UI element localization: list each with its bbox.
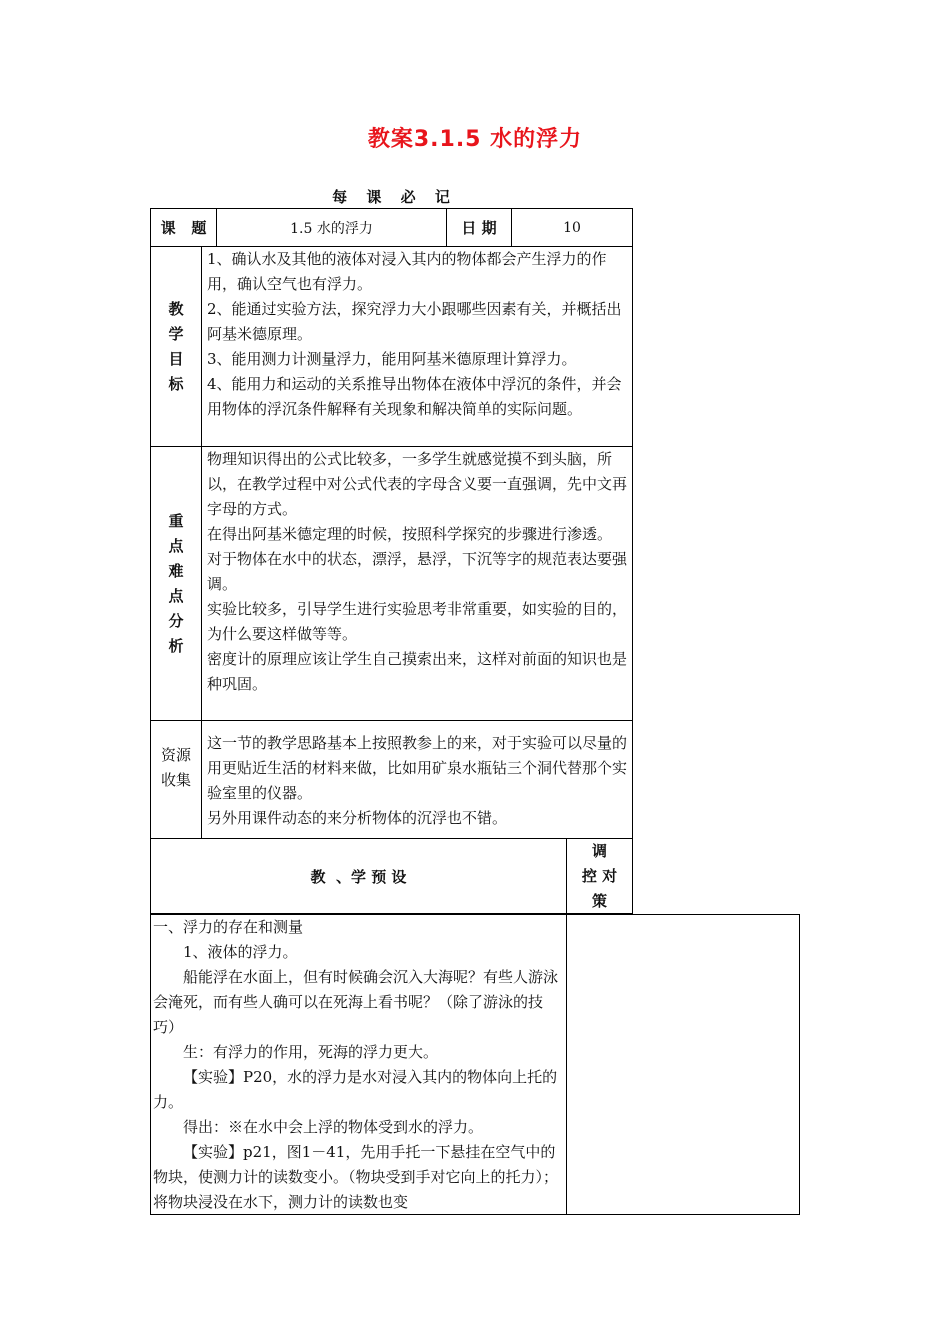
resource-item: 另外用课件动态的来分析物体的沉浮也不错。: [207, 809, 508, 827]
label-line: 资源: [160, 746, 191, 764]
col-divider: [201, 246, 202, 838]
label-char: 分: [168, 611, 184, 630]
resources-text: [207, 731, 627, 831]
label-char: 重: [168, 511, 184, 530]
objective-item: 4、能用力和运动的关系推导出物体在液体中浮沉的条件，并会用物体的浮沉条件解释有关现象和解决简单的实际问题。: [207, 375, 622, 418]
resource-item: 这一节的教学思路基本上按照教参上的来，对于实验可以尽量的用更贴近生活的材料来做，比如用矿泉水瓶钻三个洞代替那个实验室里的仪器。: [207, 734, 628, 802]
label-line: 调: [591, 842, 607, 860]
plan-line: 得出：※在水中会上浮的物体受到水的浮力。: [183, 1118, 484, 1136]
col-divider: [566, 914, 567, 1215]
plan-line: 船能浮在水面上，但有时候确会沉入大海呢？有些人游泳会淹死，而有些人确可以在死海上看书呢？（除了游泳的技巧）: [153, 968, 559, 1036]
label-char: 教: [168, 299, 184, 318]
key-point-item: 对于物体在水中的状态，漂浮，悬浮，下沉等字的规范表达要强调。: [207, 550, 628, 593]
adjustment-header: [567, 839, 632, 914]
objective-item: 2、能通过实验方法，探究浮力大小跟哪些因素有关，并概括出阿基米德原理。: [207, 300, 622, 343]
label-char: 点: [168, 536, 184, 555]
objectives-label: [151, 247, 201, 446]
plan-line: 生：有浮力的作用，死海的浮力更大。: [183, 1043, 439, 1061]
plan-line: 1、液体的浮力。: [183, 943, 298, 961]
objectives-text: [207, 247, 627, 422]
row-divider: [150, 720, 633, 721]
plan-header: 教 、学 预 设: [310, 868, 407, 886]
label-line: 控 对: [581, 867, 618, 885]
key-points-text: [207, 447, 627, 697]
document-title: 教案3.1.5 水的浮力: [367, 127, 583, 152]
label-line: 策: [591, 892, 607, 910]
plan-line: 【实验】p21，图1－41，先用手托一下悬挂在空气中的物块，使测力计的读数变小。（物块受到手对它向上的托力）；将物块浸没在水下，测力计的读数也变: [153, 1143, 559, 1211]
key-points-label: [151, 447, 201, 720]
objective-item: 3、能用测力计测量浮力，能用阿基米德原理计算浮力。: [207, 350, 577, 368]
label-line: 收集: [160, 771, 191, 789]
label-char: 点: [168, 586, 184, 605]
topic-value: 1.5 水的浮力: [290, 220, 373, 237]
topic-label: 课 题: [160, 219, 207, 237]
resources-label: [151, 743, 201, 793]
plan-line: 【实验】P20，水的浮力是水对浸入其内的物体向上托的力。: [153, 1068, 558, 1111]
key-point-item: 实验比较多，引导学生进行实验思考非常重要，如实验的目的，为什么要这样做等等。: [207, 600, 628, 643]
label-char: 目: [168, 349, 184, 368]
key-point-item: 物理知识得出的公式比较多，一多学生就感觉摸不到头脑，所以，在教学过程中对公式代表的字母含义要一直强调，先中文再字母的方式。: [207, 450, 628, 518]
plan-body-text: [153, 915, 561, 1213]
label-char: 学: [168, 324, 184, 343]
plan-line: 一、浮力的存在和测量: [153, 918, 304, 936]
date-value: 10: [563, 219, 581, 236]
label-char: 难: [168, 561, 184, 580]
key-point-item: 密度计的原理应该让学生自己摸索出来，这样对前面的知识也是种巩固。: [207, 650, 628, 693]
label-char: 标: [168, 374, 184, 393]
table-caption: 每 课 必 记: [332, 188, 450, 206]
date-label: 日 期: [461, 219, 497, 237]
label-char: 析: [168, 636, 184, 655]
key-point-item: 在得出阿基米德定理的时候，按照科学探究的步骤进行渗透。: [207, 525, 613, 543]
objective-item: 1、确认水及其他的液体对浸入其内的物体都会产生浮力的作用，确认空气也有浮力。: [207, 250, 607, 293]
